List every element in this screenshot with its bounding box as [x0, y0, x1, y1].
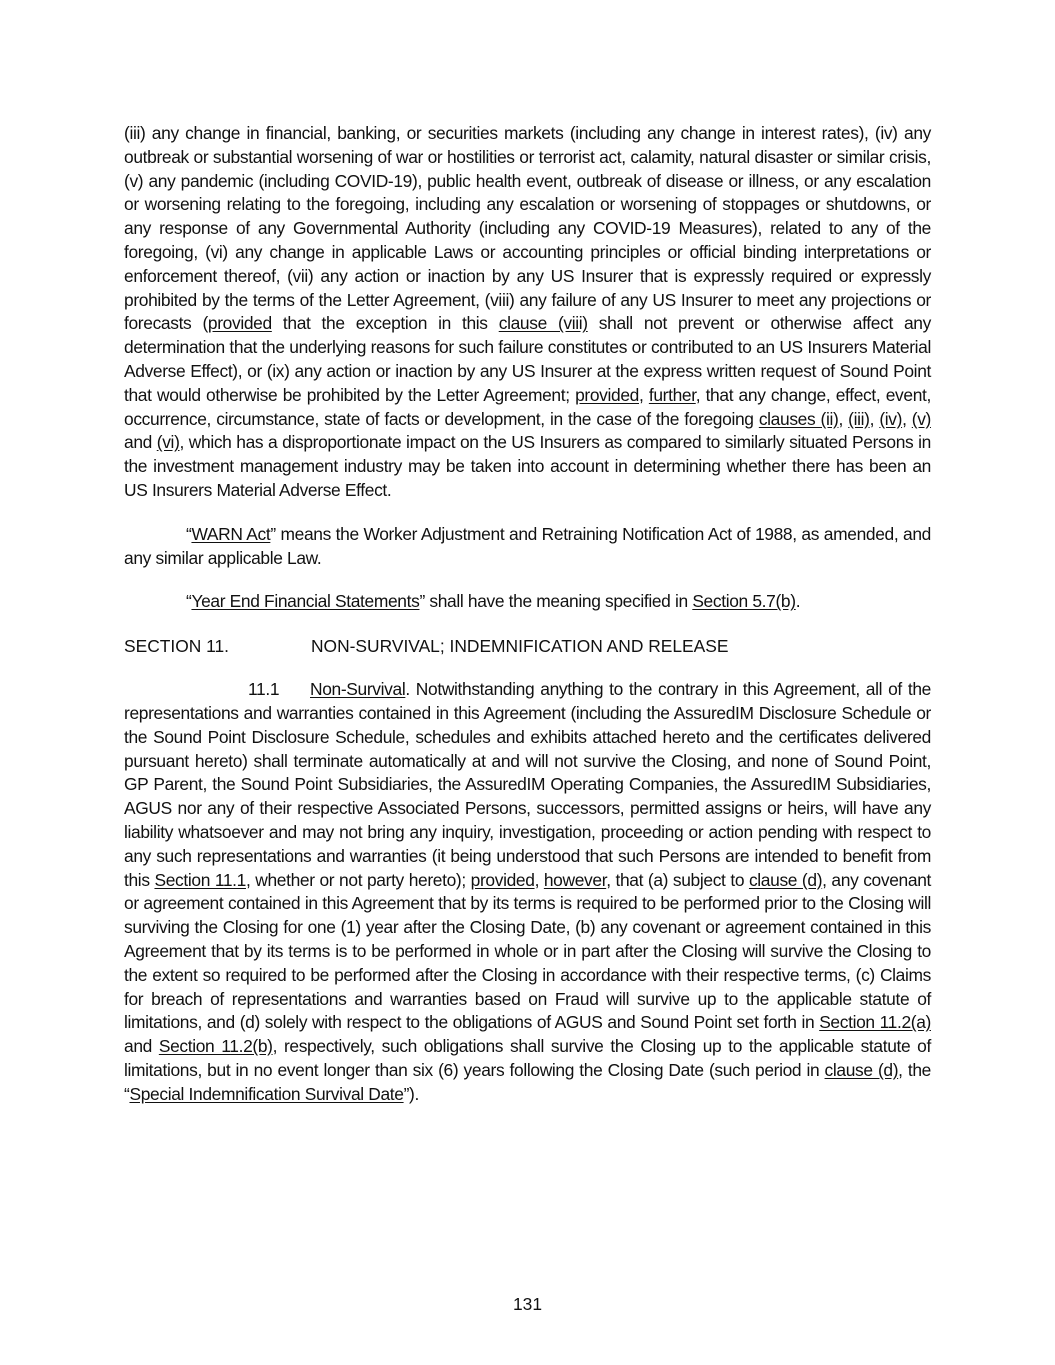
section-heading — [124, 634, 931, 658]
definition-year-end-financial-statements: “Year End Financial Statements” shall have the meaning specified in Section 5.7(b). — [186, 591, 801, 612]
underlined-term: however — [543, 869, 607, 890]
section-number: SECTION 11. — [124, 636, 230, 657]
section-reference: Section 5.7(b) — [692, 591, 796, 612]
section-reference: Section 11.2(b) — [158, 1036, 273, 1057]
page-number: 131 — [512, 1294, 542, 1314]
definition-warn-act: “WARN Act” means the Worker Adjustment and Retraining Notification Act of 1988, as amended, and any similar applicable Law. — [124, 523, 931, 568]
subsection-heading: Non-Survival — [310, 679, 406, 700]
section-title: NON-SURVIVAL; INDEMNIFICATION AND RELEASE — [311, 636, 729, 657]
clause-reference: clause (d) — [748, 869, 823, 890]
defined-term: WARN Act — [191, 523, 271, 544]
defined-term: Special Indemnification Survival Date — [129, 1083, 404, 1104]
clause-reference: (iv) — [879, 408, 903, 429]
section-reference: Section 11.1 — [154, 869, 246, 890]
clause-reference: clauses (ii) — [758, 408, 839, 429]
section-reference: Section 11.2(a) — [819, 1012, 931, 1033]
underlined-term: provided — [575, 384, 639, 405]
clause-reference: (iii) — [848, 408, 870, 429]
clause-reference: (vi) — [156, 432, 180, 453]
document-page — [124, 122, 931, 1106]
defined-term: Year End Financial Statements — [191, 591, 420, 612]
underlined-term: provided — [470, 869, 535, 890]
clause-reference: clause (viii) — [498, 313, 588, 334]
underlined-term: provided — [207, 313, 272, 334]
section-11-1-non-survival: 11.1 Non-Survival. Notwithstanding anything to the contrary in this Agreement, all of the representations and warranties contained in this Agreement (including the AssuredIM Disclosure Schedule or the Sound Point Disclosure Schedule, schedules and exhibits attached hereto and the certificates delivered pursuant hereto) shall terminate automatically at and will not survive the Closing, and none of Sound Point, GP Parent, the Sound Point Subsidiaries, the AssuredIM Operating Companies, the AssuredIM Subsidiaries, AGUS nor any of their respective Associated Persons, successors, permitted assigns or heirs, will have any liability whatsoever and may not bring any inquiry, investigation, proceeding or action pending with respect to any such representations and warranties (it being understood that such Persons are intended to benefit from this Section 11.1, whether or not party hereto); provided, however, that (a) subject to clause (d), any covenant or agreement contained in this Agreement that by its terms is required to be performed prior to the Closing will surviving the Closing for one (1) year after the Closing Date, (b) any covenant or agreement contained in this Agreement that by its terms is to be performed in whole or in part after the Closing will survive the Closing to the extent so required to be performed after the Closing in accordance with their respective terms, (c) Claims for breach of representations and warranties based on Fraud will survive up to the applicable statute of limitations, and (d) solely with respect to the obligations of AGUS and Sound Point set forth in Section 11.2(a) and Section 11.2(b), respectively, such obligations shall survive the Closing up to the applicable statute of limitations, but in no event longer than six (6) years following the Closing Date (such period in clause (d), the “Special Indemnification Survival Date”). — [124, 679, 931, 1104]
clause-reference: clause (d) — [824, 1059, 899, 1080]
underlined-term: further — [648, 384, 696, 405]
paragraph-material-adverse-effect-exceptions: (iii) any change in financial, banking, or securities markets (including any change in interest rates), (iv) any outbreak or substantial worsening of war or hostilities or terrorist act, calamity, natural disaster or similar crisis, (v) any pandemic (including COVID-19), public health event, outbreak of disease or illness, or any escalation or worsening relating to the foregoing, including any escalation or worsening of stoppages or shutdowns, or any response of any Governmental Authority (including any COVID-19 Measures), related to any of the foregoing, (vi) any change in applicable Laws or accounting principles or official binding interpretations or enforcement thereof, (vii) any action or inaction by any US Insurer that is expressly required or expressly prohibited by the terms of the Letter Agreement, (viii) any failure of any US Insurer to meet any projections or forecasts (provided that the exception in this clause (viii) shall not prevent or otherwise affect any determination that the underlying reasons for such failure constitutes or contributed to an US Insurers Material Adverse Effect), or (ix) any action or inaction by any US Insurer at the express written request of Sound Point that would otherwise be prohibited by the Letter Agreement; provided, further, that any change, effect, event, occurrence, circumstance, state of facts or development, in the case of the foregoing clauses (ii), (iii), (iv), (v) and (vi), which has a disproportionate impact on the US Insurers as compared to similarly situated Persons in the investment management industry may be taken into account in determining whether there has been an US Insurers Material Adverse Effect. — [124, 123, 932, 500]
subsection-number: 11.1 — [248, 679, 280, 700]
clause-reference: (v) — [911, 408, 931, 429]
